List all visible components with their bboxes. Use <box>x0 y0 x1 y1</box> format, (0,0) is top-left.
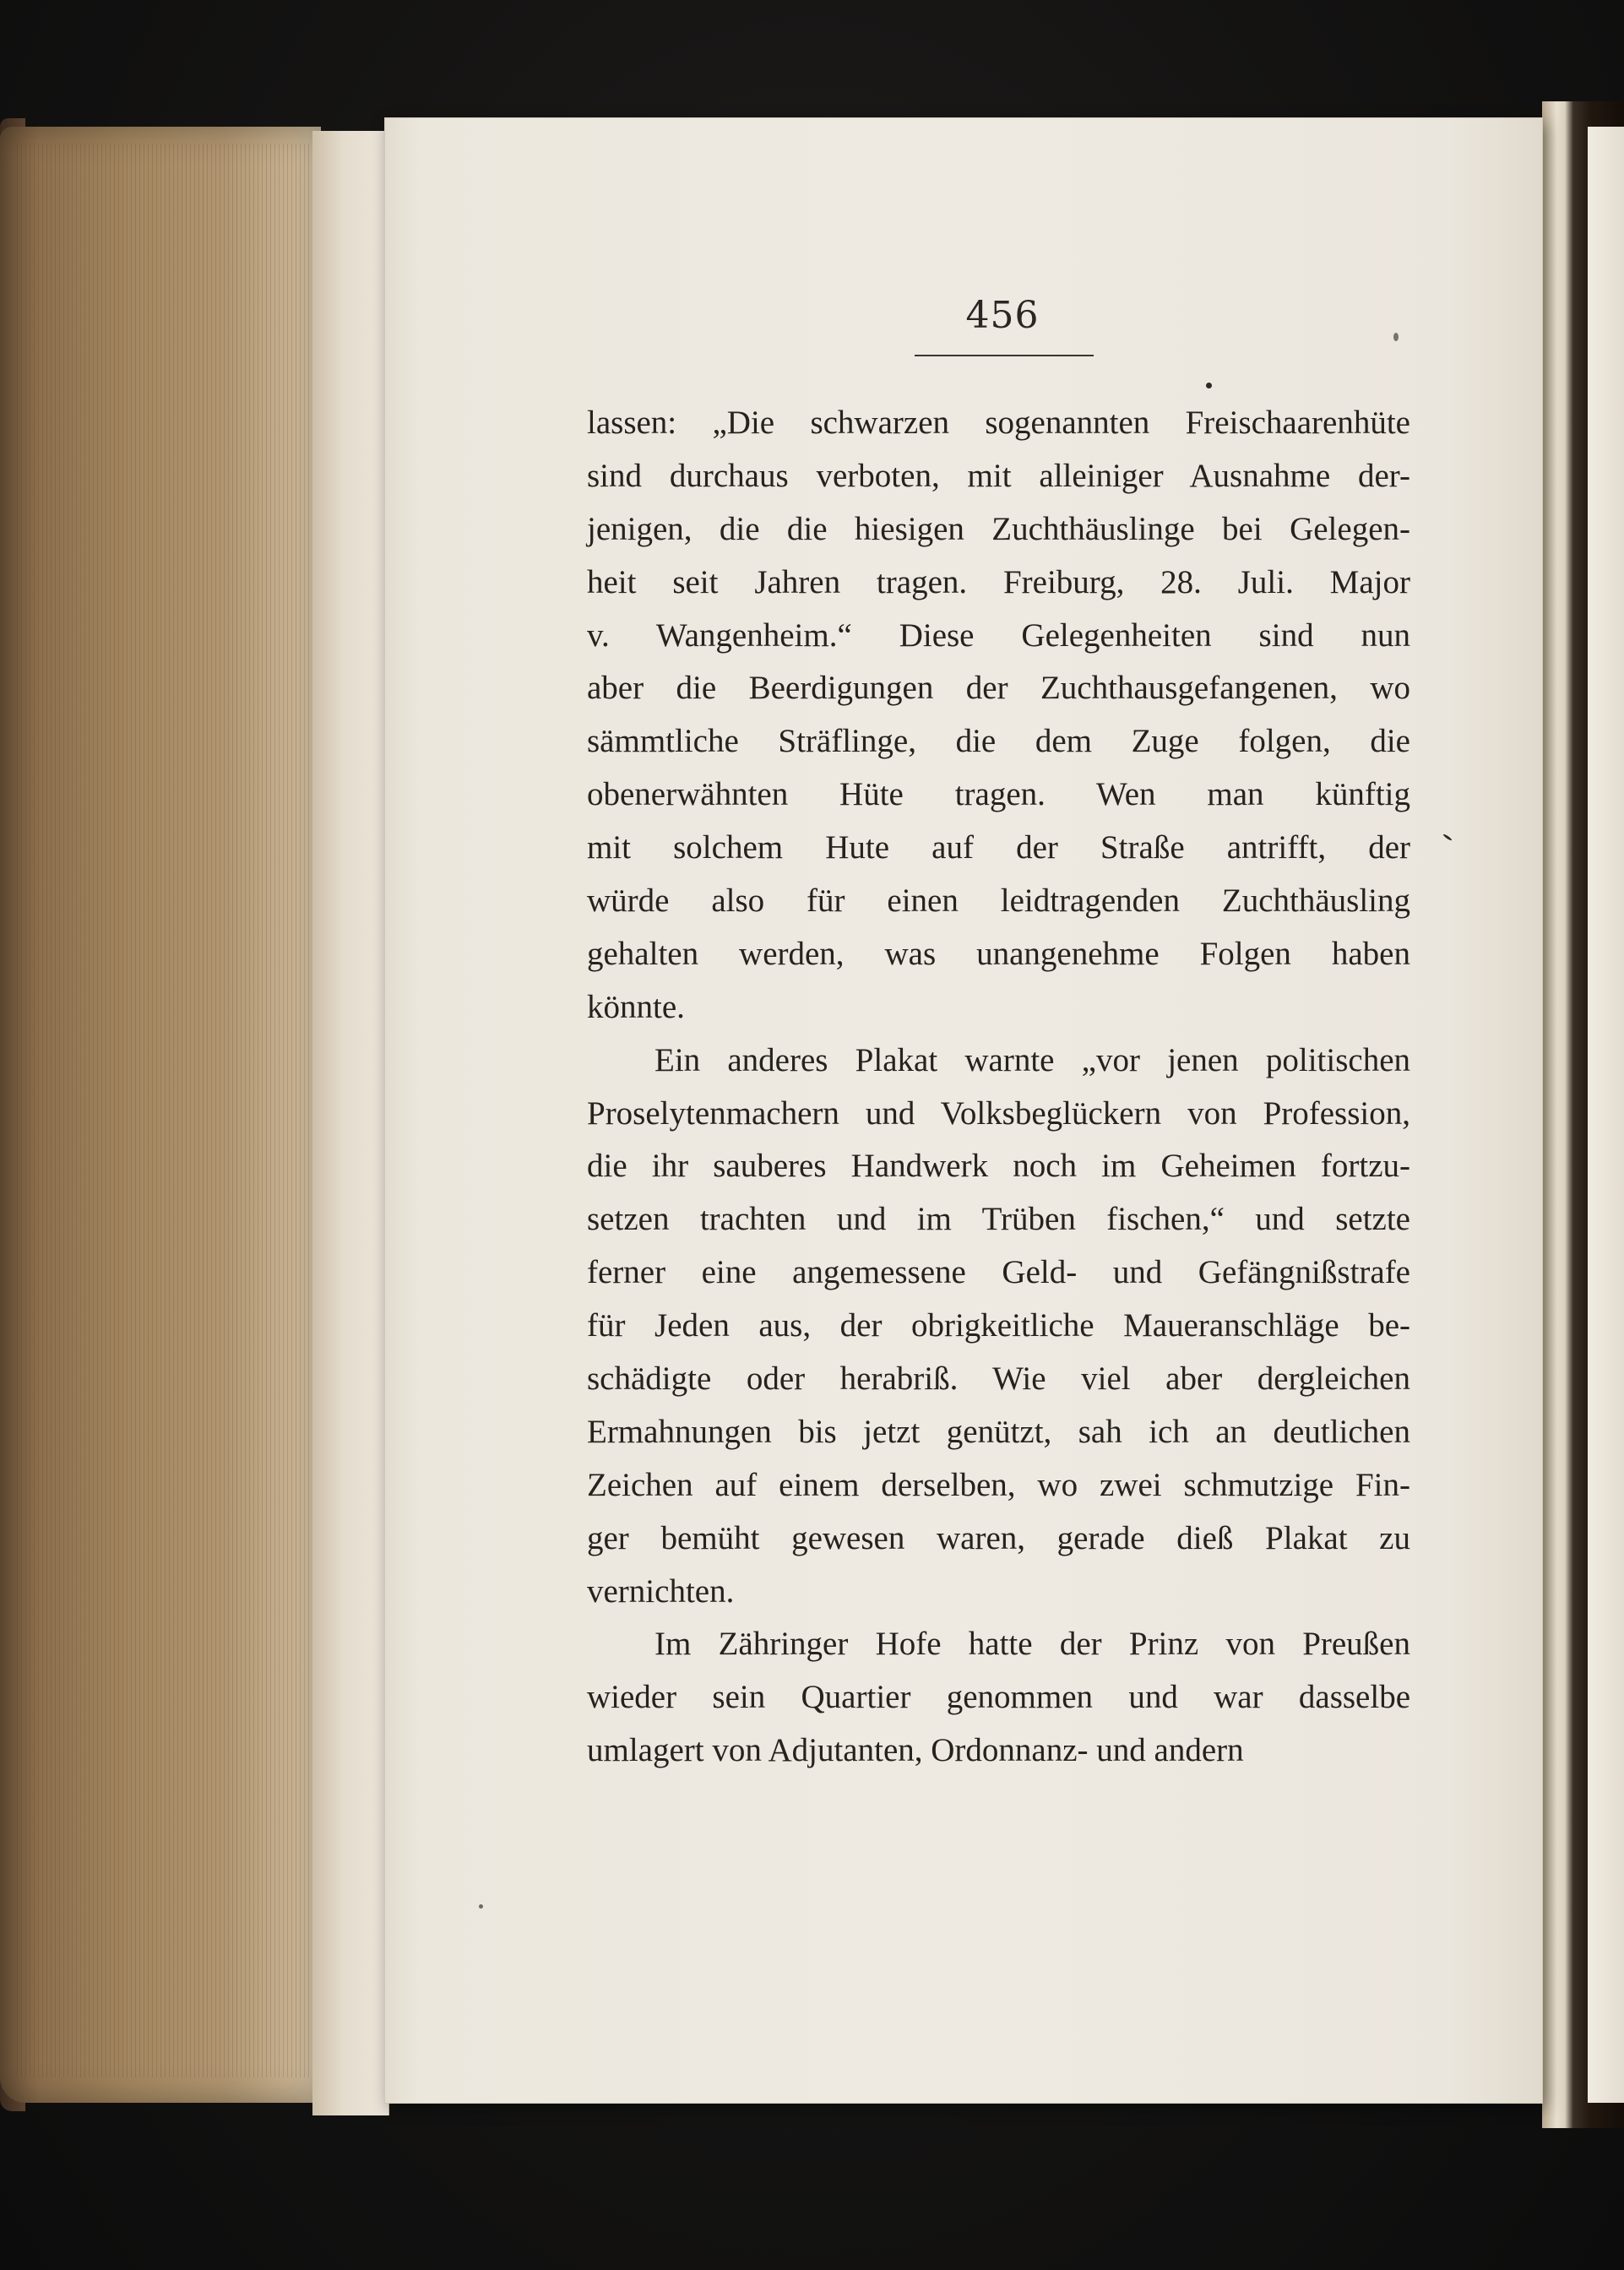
text-line: setzen trachten und im Trüben fischen,“ und setzte <box>587 1201 1410 1238</box>
page-number: 456 <box>965 294 1040 337</box>
ink-speck <box>1393 333 1399 341</box>
left-page-leaf <box>312 131 389 2115</box>
text-line: v. Wangenheim.“ Diese Gelegenheiten sind nun <box>587 616 1410 654</box>
page-body-text <box>587 397 1410 1778</box>
paragraph <box>587 397 1410 1035</box>
text-line: Ein anderes Plakat warnte „vor jenen politischen <box>654 1041 1410 1078</box>
ink-speck <box>1206 383 1212 388</box>
text-line: umlagert von Adjutanten, Ordonnanz- und andern <box>587 1732 1244 1769</box>
text-line: lassen: „Die schwarzen sogenannten Freischaarenhüte <box>587 405 1410 441</box>
text-line: gehalten werden, was unangenehme Folgen haben <box>587 935 1410 972</box>
text-line: Proselytenmachern und Volksbeglückern von Profession, <box>587 1094 1410 1132</box>
header-rule <box>915 355 1094 356</box>
text-line: für Jeden aus, der obrigkeitliche Maueranschläge be- <box>587 1307 1410 1344</box>
text-line: wieder sein Quartier genommen und war dasselbe <box>587 1679 1410 1716</box>
page-edge-texture <box>17 144 312 2077</box>
text-line: Ermahnungen bis jetzt genützt, sah ich an deutlichen <box>587 1413 1410 1450</box>
text-line: würde also für einen leidtragenden Zuchthäusling <box>587 882 1410 920</box>
paragraph <box>587 1035 1410 1619</box>
text-line: Zeichen auf einem derselben, wo zwei schmutzige Fin- <box>587 1466 1410 1503</box>
text-line: sind durchaus verboten, mit alleiniger Ausnahme der- <box>587 457 1410 494</box>
text-line: obenerwähnten Hüte tragen. Wen man künftig <box>587 776 1410 813</box>
right-page-strip <box>1588 127 1624 2103</box>
text-line: könnte. <box>587 988 685 1025</box>
paragraph <box>587 1618 1410 1778</box>
text-line: ger bemüht gewesen waren, gerade dieß Plakat zu <box>587 1519 1410 1556</box>
text-line: mit solchem Hute auf der Straße antrifft, der <box>587 829 1410 866</box>
text-line: die ihr sauberes Handwerk noch im Geheimen fortzu- <box>587 1148 1410 1185</box>
text-line: schädigte oder herabriß. Wie viel aber dergleichen <box>587 1360 1410 1398</box>
text-line: vernichten. <box>587 1572 735 1610</box>
text-line: aber die Beerdigungen der Zuchthausgefangenen, wo <box>587 670 1410 707</box>
text-line: heit seit Jahren tragen. Freiburg, 28. Juli. Major <box>587 563 1410 600</box>
ink-speck <box>479 1904 483 1909</box>
text-line: jenigen, die die hiesigen Zuchthäuslinge bei Gelegen- <box>587 510 1410 547</box>
text-line: Im Zähringer Hofe hatte der Prinz von Preußen <box>654 1626 1410 1663</box>
text-line: ferner eine angemessene Geld- und Gefängnißstrafe <box>587 1254 1410 1291</box>
text-line: sämmtliche Sträflinge, die dem Zuge folgen, die <box>587 723 1410 760</box>
